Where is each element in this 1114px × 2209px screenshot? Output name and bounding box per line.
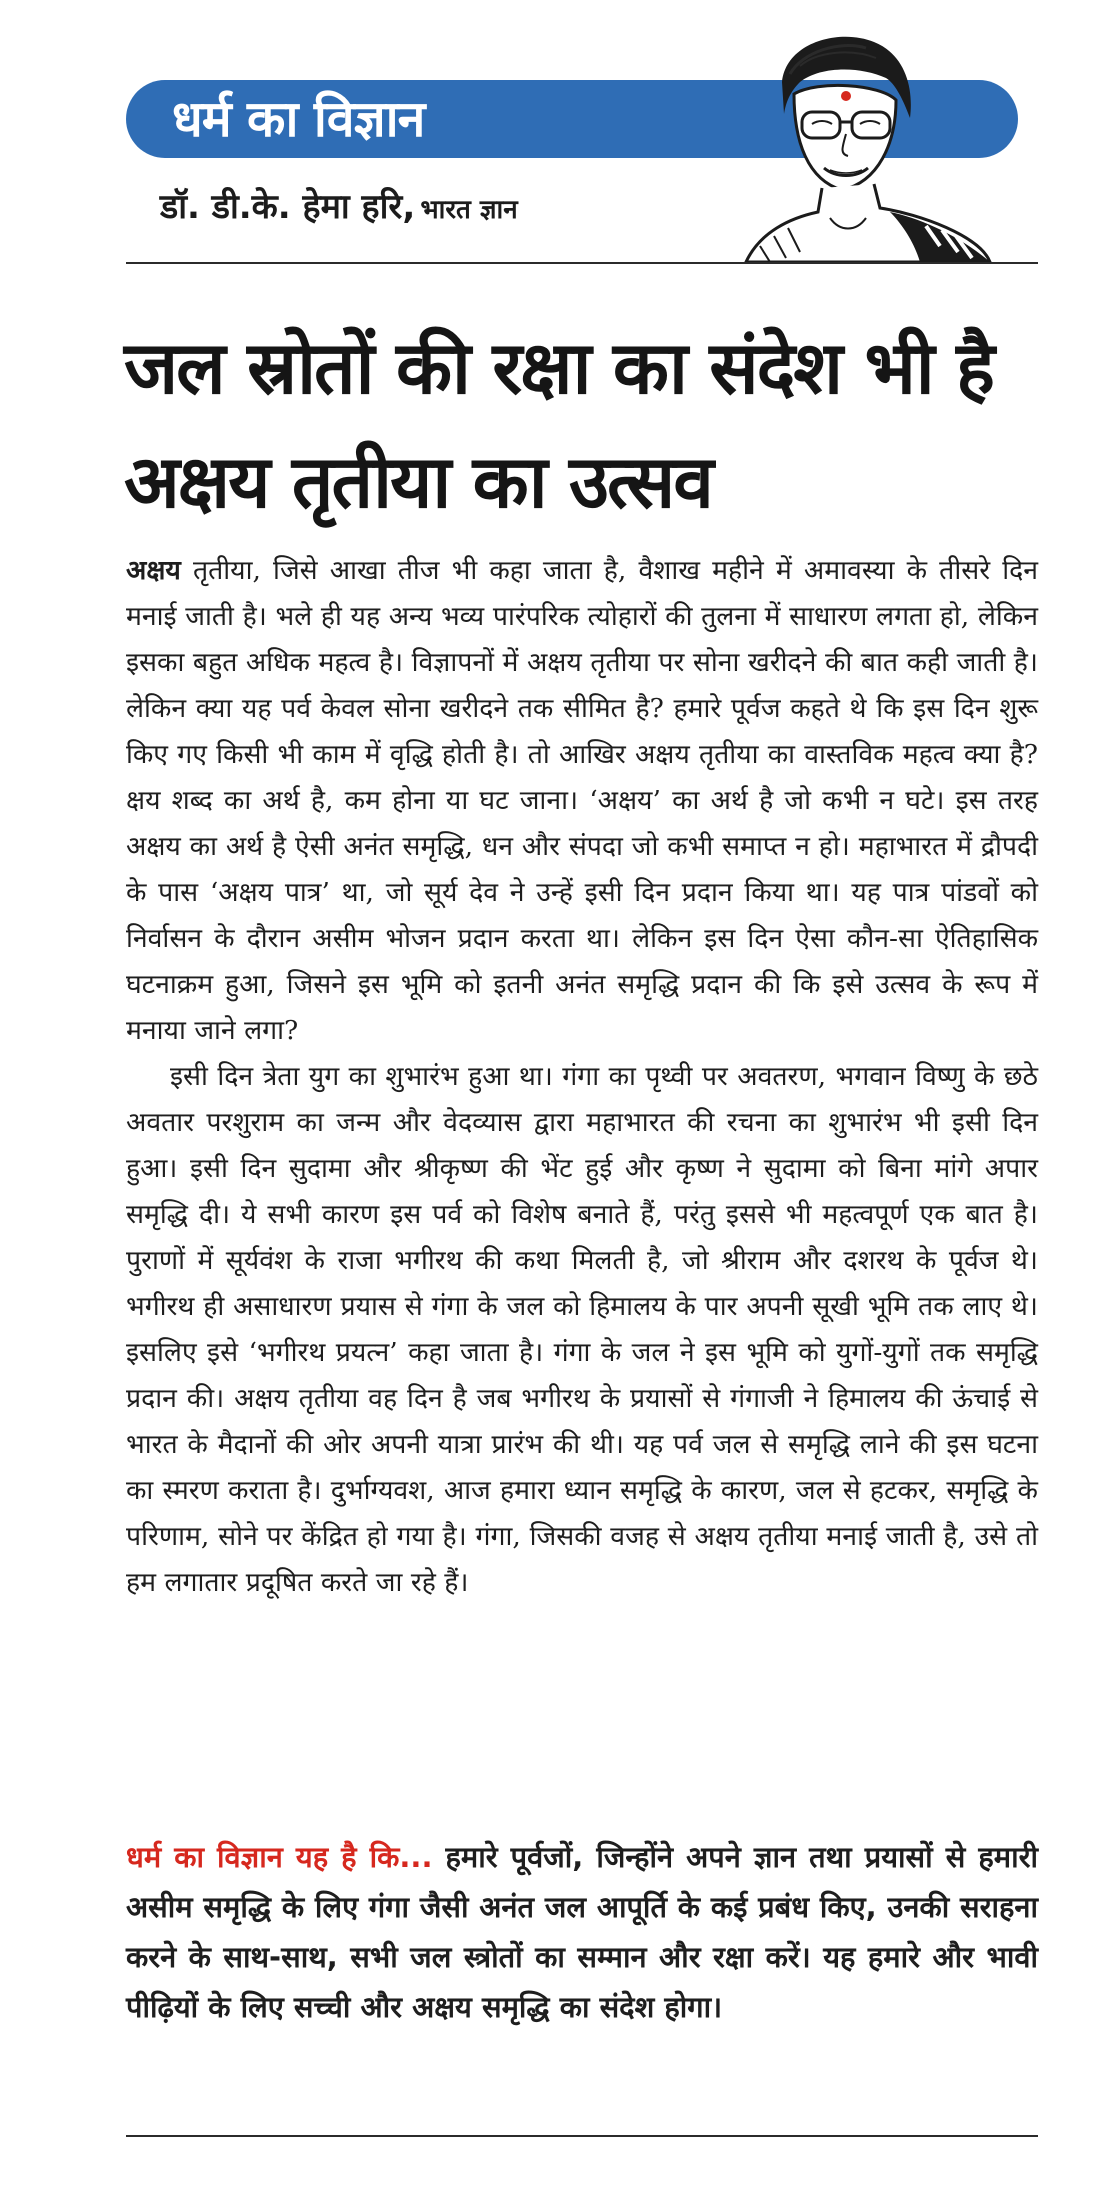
paragraph-1-text: तृतीया, जिसे आखा तीज भी कहा जाता है, वैशाख महीने में अमावस्या के तीसरे दिन मनाई जाती है। भले ही यह अन्य भव्य पारंपरिक त्योहारों की तुलना में साधारण लगता हो, लेकिन इसका बहुत अधिक महत्व है। विज्ञापनों में अक्षय तृतीया पर सोना खरीदने की बात कही जाती है। लेकिन क्या यह पर्व केवल सोना खरीदने तक सीमित है? हमारे पूर्वज कहते थे कि इस दिन शुरू किए गए किसी भी काम में वृद्धि होती है। तो आखिर अक्षय तृतीया का वास्तविक महत्व क्या है? क्षय शब्द का अर्थ है, कम होना या घट जाना। ‘अक्षय’ का अर्थ है जो कभी न घटे। इस तरह अक्षय का अर्थ है ऐसी अनंत समृद्धि, धन और संपदा जो कभी समाप्त न हो। महाभारत में द्रौपदी के पास ‘अक्षय पात्र’ था, जो सूर्य देव ने उन्हें इसी दिन प्रदान किया था। यह पात्र पांडवों को निर्वासन के दौरान असीम भोजन प्रदान करता था। लेकिन इस दिन ऐसा कौन-सा ऐतिहासिक घटनाक्रम हुआ, जिसने इस भूमि को इतनी अनंत समृद्धि प्रदान की कि इसे उत्सव के रूप में मनाया जाने लगा? xyxy=(126,555,1038,1046)
conclusion-label: धर्म का विज्ञान यह है कि... xyxy=(126,1840,433,1874)
lead-word: अक्षय xyxy=(126,555,181,586)
conclusion xyxy=(126,1832,1038,2032)
conclusion-text: हमारे पूर्वजों, जिन्होंने अपने ज्ञान तथा प्रयासों से हमारी असीम समृद्धि के लिए गंगा जैसी अनंत जल आपूर्ति के कई प्रबंध किए, उनकी सराहना करने के साथ-साथ, सभी जल स्त्रोतों का सम्मान और रक्षा करें। यह हमारे और भावी पीढ़ियों के लिए सच्ची और अक्षय समृद्धि का संदेश होगा। xyxy=(126,1840,1038,2024)
headline: जल स्रोतों की रक्षा का संदेश भी है अक्षय तृतीया का उत्सव xyxy=(124,326,993,525)
header-divider xyxy=(126,262,1038,264)
author-name: डॉ. डी.के. हेमा हरि, xyxy=(160,187,416,227)
author-organization: भारत ज्ञान xyxy=(420,195,518,225)
byline xyxy=(160,182,518,228)
article-body xyxy=(126,548,1038,1606)
author-portrait xyxy=(690,22,1008,262)
footer-divider xyxy=(126,2135,1038,2137)
article-paragraph xyxy=(126,548,1038,1054)
column-title: धर्म का विज्ञान xyxy=(172,90,425,148)
article-paragraph: इसी दिन त्रेता युग का शुभारंभ हुआ था। गंगा का पृथ्वी पर अवतरण, भगवान विष्णु के छठे अवतार परशुराम का जन्म और वेदव्यास द्वारा महाभारत की रचना का शुभारंभ भी इसी दिन हुआ। इसी दिन सुदामा और श्रीकृष्ण की भेंट हुई और कृष्ण ने सुदामा को बिना मांगे अपार समृद्धि दी। ये सभी कारण इस पर्व को विशेष बनाते हैं, परंतु इससे भी महत्वपूर्ण एक बात है। पुराणों में सूर्यवंश के राजा भगीरथ की कथा मिलती है, जो श्रीराम और दशरथ के पूर्वज थे। भगीरथ ही असाधारण प्रयास से गंगा के जल को हिमालय के पार अपनी सूखी भूमि तक लाए थे। इसलिए इसे ‘भगीरथ प्रयत्न’ कहा जाता है। गंगा के जल ने इस भूमि को युगों-युगों तक समृद्धि प्रदान की। अक्षय तृतीया वह दिन है जब भगीरथ के प्रयासों से गंगाजी ने हिमालय की ऊंचाई से भारत के मैदानों की ओर अपनी यात्रा प्रारंभ की थी। यह पर्व जल से समृद्धि लाने की इस घटना का स्मरण कराता है। दुर्भाग्यवश, आज हमारा ध्यान समृद्धि के कारण, जल से हटकर, समृद्धि के परिणाम, सोने पर केंद्रित हो गया है। गंगा, जिसकी वजह से अक्षय तृतीया मनाई जाती है, उसे तो हम लगातार प्रदूषित करते जा रहे हैं। xyxy=(126,1061,1038,1598)
